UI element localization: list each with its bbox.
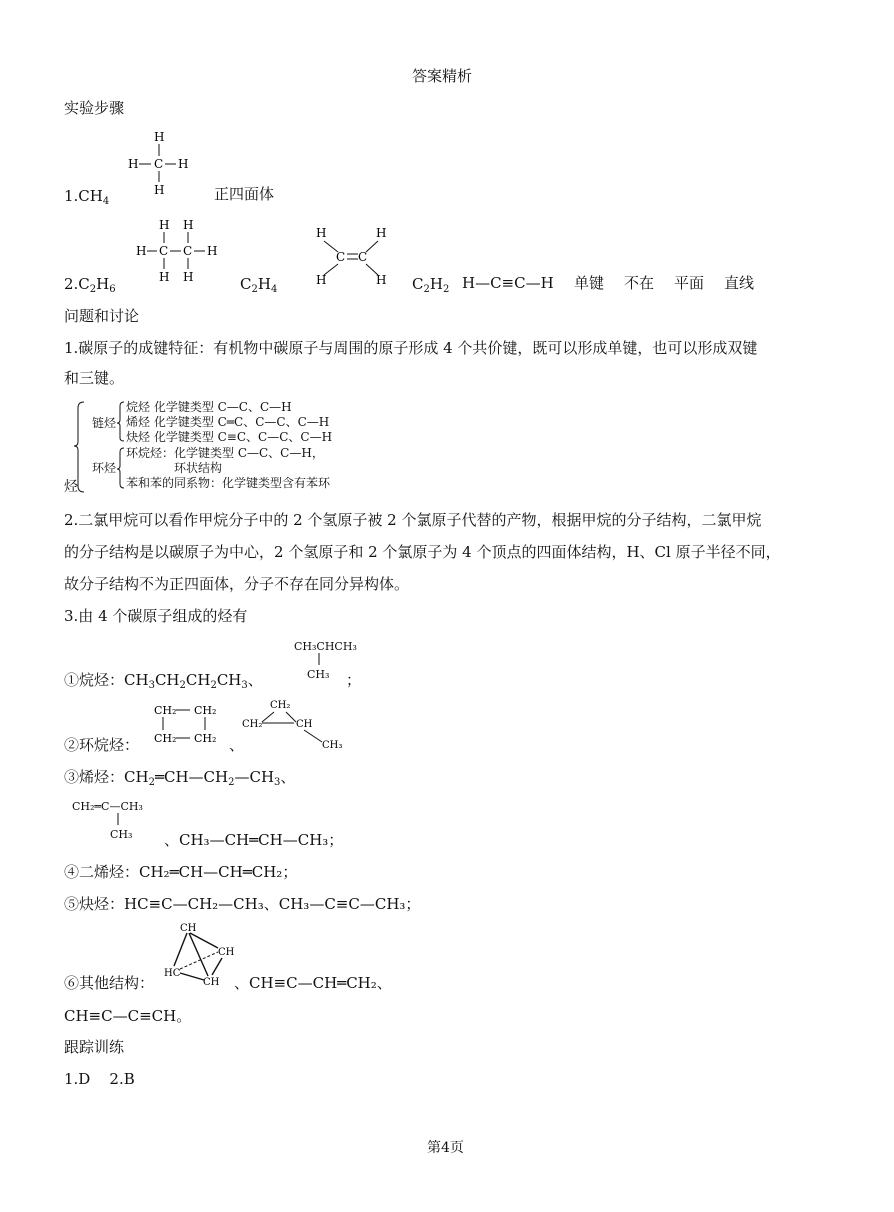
item6-label: ⑥其他结构： bbox=[64, 974, 155, 992]
svg-text:H: H bbox=[159, 270, 170, 284]
svg-text:CH₂: CH₂ bbox=[194, 704, 217, 717]
svg-text:H: H bbox=[316, 273, 327, 287]
svg-text:H: H bbox=[183, 218, 194, 232]
item1-end: ； bbox=[346, 671, 362, 689]
svg-text:CH₂: CH₂ bbox=[270, 700, 291, 711]
answer-bond: 单键 bbox=[574, 274, 605, 292]
discussion2-line3: 故分子结构不为正四面体，分子不存在同分异构体。 bbox=[64, 575, 410, 593]
acetylene-formula: H—C≡C—H bbox=[462, 274, 554, 292]
answer-exist: 不在 bbox=[624, 274, 655, 292]
svg-text:CH₂: CH₂ bbox=[154, 704, 177, 717]
page-footer: 第4页 bbox=[427, 1140, 464, 1156]
discussion1-line1: 1.碳原子的成键特征：有机物中碳原子与周围的原子形成 4 个共价键，既可以形成单键，也可以形成双键 bbox=[64, 339, 758, 357]
methane-structure bbox=[126, 128, 196, 198]
class-alkane: 烷烃 化学键类型 C—C、C—H bbox=[126, 400, 292, 414]
svg-text:H: H bbox=[154, 183, 165, 197]
section-heading-steps: 实验步骤 bbox=[64, 99, 125, 117]
svg-text:CH: CH bbox=[180, 923, 197, 934]
answer-plane: 平面 bbox=[674, 274, 705, 292]
svg-text:C: C bbox=[183, 244, 193, 258]
svg-text:C: C bbox=[336, 250, 346, 264]
isobutene-bottom: CH₃ bbox=[110, 828, 133, 841]
svg-text:CH₂: CH₂ bbox=[154, 732, 177, 745]
item2-label: ②环烷烃： bbox=[64, 736, 140, 754]
svg-text:C: C bbox=[154, 157, 164, 171]
class-alkyne: 炔烃 化学键类型 C≡C、C—C、C—H bbox=[126, 430, 333, 444]
class-ring: 环烃 bbox=[92, 461, 117, 475]
svg-text:H: H bbox=[159, 218, 170, 232]
item3-alkene: ③烯烃：$CH_2═CH—CH_2—CH_3$、 bbox=[64, 768, 296, 788]
svg-text:C: C bbox=[358, 250, 368, 264]
step2-ethylene: $C_2H_4$ bbox=[240, 275, 278, 295]
svg-text:H: H bbox=[207, 244, 218, 258]
svg-text:C: C bbox=[159, 244, 169, 258]
page-title: 答案精析 bbox=[412, 67, 473, 85]
svg-text:CH₂: CH₂ bbox=[242, 719, 263, 730]
isobutane-top: CH₃CHCH₃ bbox=[294, 640, 357, 653]
ethane-structure bbox=[132, 216, 222, 286]
step1-shape: 正四面体 bbox=[214, 185, 275, 203]
ethylene-structure bbox=[312, 224, 392, 288]
discussion2-line1: 2.二氯甲烷可以看作甲烷分子中的 2 个氢原子被 2 个氯原子代替的产物，根据甲烷的分子结构，二氯甲烷 bbox=[64, 511, 762, 529]
step1-formula: $1.CH_4$ bbox=[64, 187, 110, 207]
item4-diene: ④二烯烃：CH₂═CH—CH═CH₂； bbox=[64, 863, 298, 881]
svg-text:H: H bbox=[376, 273, 387, 287]
isobutene-bond bbox=[115, 813, 121, 827]
class-cycloalkane-2: 环状结构 bbox=[174, 461, 223, 475]
svg-text:CH: CH bbox=[296, 719, 313, 730]
svg-text:CH₂: CH₂ bbox=[194, 732, 217, 745]
svg-text:H: H bbox=[183, 270, 194, 284]
answer-line: 直线 bbox=[724, 274, 755, 292]
isobutane-bottom: CH₃ bbox=[307, 668, 330, 681]
item6-next: CH≡C—C≡CH。 bbox=[64, 1007, 192, 1025]
item1-alkane: ①烷烃：$CH_3CH_2CH_2CH_3$、 bbox=[64, 671, 263, 691]
section-heading-discussion: 问题和讨论 bbox=[64, 307, 140, 325]
svg-text:H: H bbox=[154, 130, 165, 144]
isobutene-top: CH₂═C—CH₃ bbox=[72, 800, 143, 813]
methylcyclopropane-structure bbox=[240, 696, 350, 754]
class-root: 烃 bbox=[64, 479, 78, 495]
svg-text:CH: CH bbox=[203, 977, 220, 988]
svg-text:H: H bbox=[316, 226, 327, 240]
isobutane-bond bbox=[316, 653, 322, 667]
bicyclobutane-structure bbox=[160, 918, 242, 990]
item2-sep: 、 bbox=[229, 736, 245, 754]
svg-text:CH₃: CH₃ bbox=[322, 740, 343, 751]
svg-text:H: H bbox=[376, 226, 387, 240]
discussion3-heading: 3.由 4 个碳原子组成的烃有 bbox=[64, 607, 248, 625]
step2-acetylene: $C_2H_2$ bbox=[412, 275, 450, 295]
item6-tail: 、CH≡C—CH═CH₂、 bbox=[234, 974, 392, 992]
svg-text:HC: HC bbox=[164, 968, 181, 979]
class-chain: 链烃 bbox=[92, 416, 117, 430]
discussion2-line2: 的分子结构是以碳原子为中心，2 个氢原子和 2 个氯原子为 4 个顶点的四面体结构，H、Cl 原子半径不同， bbox=[64, 543, 781, 561]
class-alkene: 烯烃 化学键类型 C═C、C—C、C—H bbox=[126, 415, 330, 429]
discussion1-line2: 和三键。 bbox=[64, 369, 125, 387]
svg-text:H: H bbox=[178, 157, 189, 171]
answers-line: 1.D 2.B bbox=[64, 1070, 135, 1088]
item5-alkyne: ⑤炔烃：HC≡C—CH₂—CH₃、CH₃—C≡C—CH₃； bbox=[64, 895, 421, 913]
item3-tail: 、CH₃—CH═CH—CH₃； bbox=[164, 831, 344, 849]
class-cycloalkane-1: 环烷烃：化学键类型 C—C、C—H， bbox=[126, 446, 324, 460]
svg-text:H: H bbox=[136, 244, 147, 258]
svg-text:H: H bbox=[128, 157, 139, 171]
section-heading-training: 跟踪训练 bbox=[64, 1038, 125, 1056]
cyclobutane-structure bbox=[150, 700, 226, 748]
svg-text:CH: CH bbox=[218, 947, 235, 958]
class-benzene: 苯和苯的同系物：化学键类型含有苯环 bbox=[126, 476, 331, 490]
step2-ethane: $2.C_2H_6$ bbox=[64, 275, 116, 295]
